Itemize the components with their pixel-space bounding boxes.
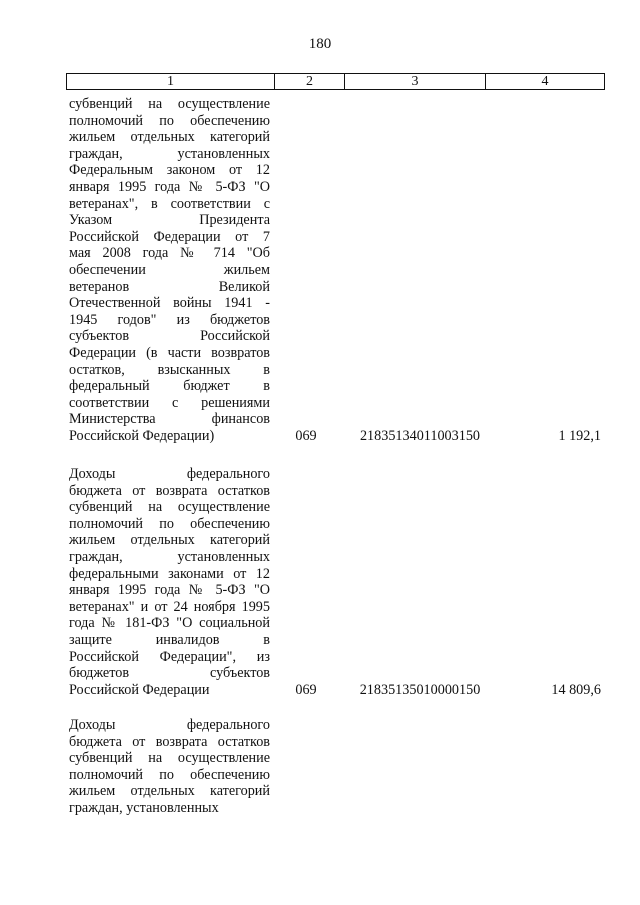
description-line: бюджета от возврата остатков <box>69 482 270 499</box>
description-line: федеральными законами от 12 <box>69 565 270 582</box>
description-line: федеральный бюджет в <box>69 378 270 395</box>
description-line: Российской Федерации", из <box>69 648 270 665</box>
description-line: полномочий по обеспечению <box>69 112 270 129</box>
header-col-3: 3 <box>345 74 486 90</box>
description-line: Доходы федерального <box>69 466 270 482</box>
kbk-code-cell: 21835134011003150 <box>359 428 481 444</box>
description-line: субвенций на осуществление <box>69 750 270 767</box>
admin-code-cell: 069 <box>295 428 317 444</box>
table-header <box>66 73 605 90</box>
description-line: Российской Федерации) <box>69 427 215 444</box>
description-line: полномочий по обеспечению <box>69 766 270 783</box>
description-line: граждан, установленных <box>69 799 219 816</box>
row-description <box>69 96 270 444</box>
amount-cell: 14 809,6 <box>551 681 601 698</box>
description-line: Российской Федерации от 7 <box>69 228 270 245</box>
description-line: января 1995 года № 5-ФЗ "О <box>69 582 270 599</box>
description-line: Российской Федерации <box>69 681 210 698</box>
description-line: субвенций на осуществление <box>69 96 270 112</box>
header-col-4: 4 <box>486 74 605 90</box>
description-line: Отечественной войны 1941 - <box>69 295 270 312</box>
description-line: января 1995 года № 5-ФЗ "О <box>69 178 270 195</box>
description-line: года № 181-ФЗ "О социальной <box>69 615 270 632</box>
row-description <box>69 466 270 698</box>
description-line: бюджетов субъектов <box>69 665 270 682</box>
admin-code-cell: 069 <box>295 681 317 698</box>
kbk-code-cell: 21835135010000150 <box>359 681 481 698</box>
description-line: жильем отдельных категорий <box>69 783 270 800</box>
header-col-2: 2 <box>275 74 345 90</box>
description-line: соответствии с решениями <box>69 394 270 411</box>
description-line: остатков, взысканных в <box>69 361 270 378</box>
description-line: Федерации (в части возвратов <box>69 344 270 361</box>
description-line: Министерства финансов <box>69 411 270 428</box>
description-line: Указом Президента <box>69 212 270 229</box>
description-line: бюджета от возврата остатков <box>69 733 270 750</box>
header-col-1: 1 <box>67 74 275 90</box>
description-line: жильем отдельных категорий <box>69 532 270 549</box>
description-line: граждан, установленных <box>69 548 270 565</box>
description-line: граждан, установленных <box>69 145 270 162</box>
description-line: ветеранах", в соответствии с <box>69 195 270 212</box>
description-line: субвенций на осуществление <box>69 499 270 516</box>
description-line: 1945 годов" из бюджетов <box>69 311 270 328</box>
description-line: Доходы федерального <box>69 717 270 733</box>
description-line: защите инвалидов в <box>69 631 270 648</box>
description-line: Федеральным законом от 12 <box>69 162 270 179</box>
description-line: субъектов Российской <box>69 328 270 345</box>
amount-cell: 1 192,1 <box>558 428 601 444</box>
description-line: полномочий по обеспечению <box>69 515 270 532</box>
description-line: жильем отдельных категорий <box>69 129 270 146</box>
description-line: обеспечении жильем <box>69 261 270 278</box>
row-description <box>69 717 270 817</box>
description-line: ветеранов Великой <box>69 278 270 295</box>
page-number: 180 <box>308 36 332 52</box>
description-line: мая 2008 года № 714 "Об <box>69 245 270 262</box>
description-line: ветеранах" и от 24 ноября 1995 <box>69 598 270 615</box>
